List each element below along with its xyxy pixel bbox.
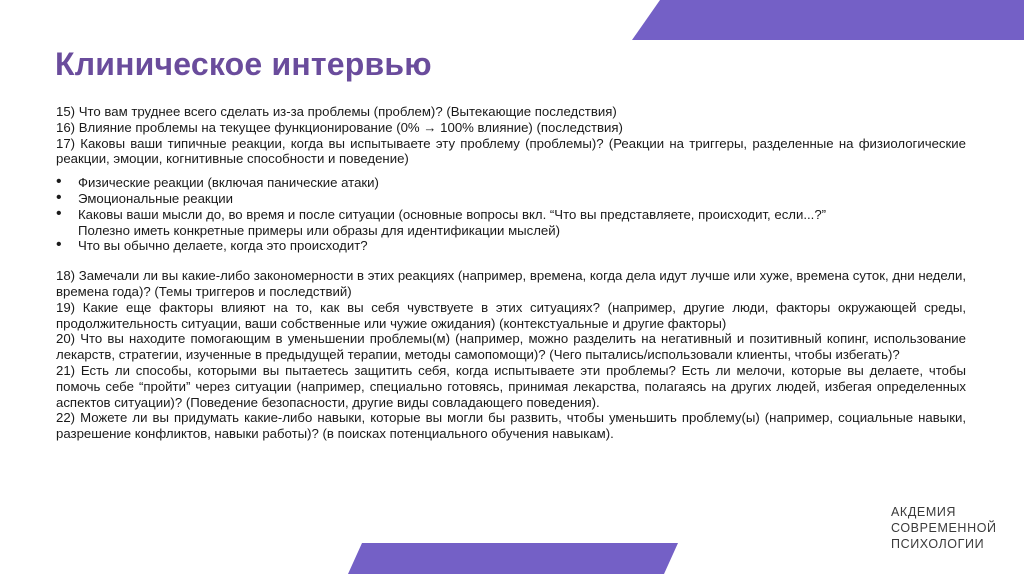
bullet-subtext: Полезно иметь конкретные примеры или образы для идентификации мыслей) [78,222,560,238]
question-16: 16) Влияние проблемы на текущее функционирование (0% → 100% влияние) (последствия) [56,119,623,135]
question-18: 18) Замечали ли вы какие-либо закономерности в этих реакциях (например, времена, когда дела идут лучше или хуже, времена суток, дни недели, времена года)? (Темы триггеров и последствий) [56,268,966,299]
top-accent-band [632,0,1024,40]
bullet-item [56,175,966,191]
question-20: 20) Что вы находите помогающим в уменьшении проблемы(м) (например, можно разделить на негативный и позитивный копинг, использование лекарств, стратегии, изученные в предыдущей терапии, методы самопомощи)? (Чего пытались/использовали клиенты, чтобы избегать)? [56,331,966,363]
logo-line-3: ПСИХОЛОГИИ [891,537,985,551]
bullet-text: Каковы ваши мысли до, во время и после ситуации (основные вопросы вкл. “Что вы представляете, происходит, если...?” [78,206,827,222]
slide-title: Клиническое интервью [55,46,432,82]
bullet-item [56,207,966,239]
question-21: 21) Есть ли способы, которыми вы пытаетесь защитить себя, когда испытываете эти проблемы? Есть ли мелочи, которые вы делаете, чтобы помочь себе “пройти” через ситуации (например, специально готовясь, принимая лекарства, полагаясь на других людей, избегая определенных аспектов ситуации)? (Поведение безопасности, другие виды совладающего поведения). [56,362,966,410]
academy-logo [891,504,997,552]
reaction-bullet-list [56,175,966,254]
logo-line-1: АКДЕМИЯ [891,505,957,519]
bullet-text: Эмоциональные реакции [78,190,233,206]
question-19: 19) Какие еще факторы влияют на то, как вы себя чувствуете в этих ситуациях? (например, другие люди, факторы окружающей среды, продолжительность ситуации, ваши собственные или чужие ожидания) (контекстуальные и другие факторы) [56,299,966,331]
question-15: 15) Что вам труднее всего сделать из-за проблемы (проблем)? (Вытекающие последствия) [56,104,617,119]
bullet-item [56,191,966,207]
question-22: 22) Можете ли вы придумать какие-либо навыки, которые вы могли бы развить, чтобы уменьшить проблему(ы) (например, социальные навыки, разрешение конфликтов, навыки работы)? (в поисках потенциального обучения навыкам). [56,410,966,442]
question-17: 17) Каковы ваши типичные реакции, когда вы испытываете эту проблему (проблемы)? (Реакции на триггеры, разделенные на физиологические реакции, эмоции, когнитивные способности и поведение) [56,135,966,167]
bullet-text: Что вы обычно делаете, когда это происходит? [78,238,368,254]
bullet-text: Физические реакции (включая панические атаки) [78,175,379,191]
bottom-accent-band [348,543,678,574]
slide-content [56,104,966,442]
bullet-item [56,238,966,254]
logo-line-2: СОВРЕМЕННОЙ [891,521,997,535]
